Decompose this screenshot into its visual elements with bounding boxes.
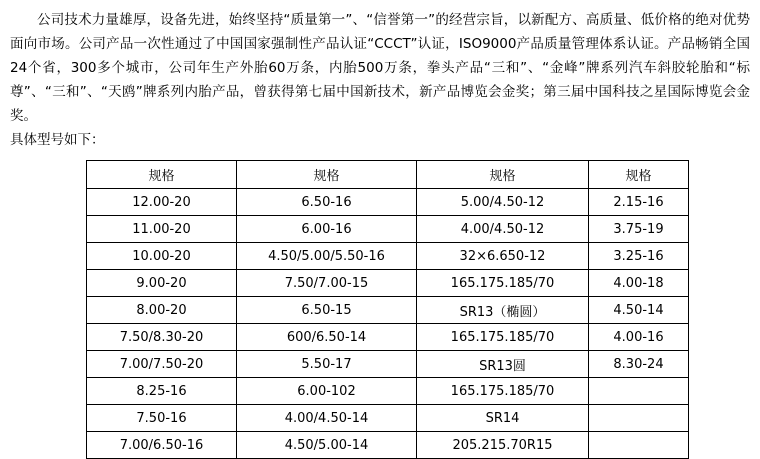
- spec-table-body: [87, 161, 689, 459]
- cell-spec-2: 6.50-16: [237, 189, 417, 216]
- cell-spec-4: 2.15-16: [589, 189, 689, 216]
- spec-list-label: 具体型号如下：: [10, 132, 105, 148]
- cell-spec-2: 7.50/7.00-15: [237, 270, 417, 297]
- cell-spec-4: 8.30-24: [589, 351, 689, 378]
- cell-spec-4: [589, 405, 689, 432]
- cell-spec-3: 165.175.185/70: [417, 270, 589, 297]
- table-row: [87, 351, 689, 378]
- table-row: [87, 405, 689, 432]
- cell-spec-4: 4.00-16: [589, 324, 689, 351]
- table-row: [87, 189, 689, 216]
- cell-spec-4: 4.50-14: [589, 297, 689, 324]
- cell-spec-2: 6.50-15: [237, 297, 417, 324]
- cell-spec-3: 4.00/4.50-12: [417, 216, 589, 243]
- cell-spec-2: 6.00-16: [237, 216, 417, 243]
- cell-spec-4: [589, 378, 689, 405]
- column-header-4: 规格: [589, 161, 689, 189]
- table-header-row: [87, 161, 689, 189]
- table-row: [87, 216, 689, 243]
- table-row: [87, 324, 689, 351]
- cell-spec-4: 3.25-16: [589, 243, 689, 270]
- cell-spec-1: 9.00-20: [87, 270, 237, 297]
- cell-spec-3: 205.215.70R15: [417, 432, 589, 459]
- table-row: [87, 270, 689, 297]
- cell-spec-2: 6.00-102: [237, 378, 417, 405]
- cell-spec-3: SR13圆: [417, 351, 589, 378]
- cell-spec-3: SR14: [417, 405, 589, 432]
- cell-spec-1: 11.00-20: [87, 216, 237, 243]
- table-row: [87, 297, 689, 324]
- cell-spec-3: 165.175.185/70: [417, 324, 589, 351]
- cell-spec-1: 7.00/6.50-16: [87, 432, 237, 459]
- column-header-1: 规格: [87, 161, 237, 189]
- table-row: [87, 378, 689, 405]
- spec-table: [86, 160, 689, 459]
- cell-spec-1: 7.50-16: [87, 405, 237, 432]
- cell-spec-3: 32×6.650-12: [417, 243, 589, 270]
- spec-table-wrapper: [10, 160, 750, 459]
- company-description-paragraph: 公司技术力量雄厚，设备先进，始终坚持“质量第一”、“信誉第一”的经营宗旨，以新配方、高质量、低价格的绝对优势面向市场。公司产品一次性通过了中国国家强制性产品认证“CCCT”认证，ISO9000产品质量管理体系认证。产品畅销全国24个省，300多个城市，公司年生产外胎60万条，内胎500万条，拳头产品“三和”、“金峰”牌系列汽车斜胶轮胎和“标尊”、“三和”、“天鸥”牌系列内胎产品，曾获得第七届中国新技术，新产品博览会金奖；第三届中国科技之星国际博览会金奖。: [10, 12, 750, 124]
- cell-spec-1: 7.00/7.50-20: [87, 351, 237, 378]
- cell-spec-2: 4.50/5.00-14: [237, 432, 417, 459]
- cell-spec-2: 4.50/5.00/5.50-16: [237, 243, 417, 270]
- cell-spec-4: 4.00-18: [589, 270, 689, 297]
- cell-spec-2: 5.50-17: [237, 351, 417, 378]
- cell-spec-4: [589, 432, 689, 459]
- cell-spec-1: 7.50/8.30-20: [87, 324, 237, 351]
- table-row: [87, 432, 689, 459]
- column-header-3: 规格: [417, 161, 589, 189]
- cell-spec-1: 12.00-20: [87, 189, 237, 216]
- table-row: [87, 243, 689, 270]
- cell-spec-2: 4.00/4.50-14: [237, 405, 417, 432]
- cell-spec-3: SR13（椭圆）: [417, 297, 589, 324]
- cell-spec-1: 8.25-16: [87, 378, 237, 405]
- cell-spec-3: 5.00/4.50-12: [417, 189, 589, 216]
- cell-spec-4: 3.75-19: [589, 216, 689, 243]
- column-header-2: 规格: [237, 161, 417, 189]
- cell-spec-1: 8.00-20: [87, 297, 237, 324]
- cell-spec-3: 165.175.185/70: [417, 378, 589, 405]
- cell-spec-2: 600/6.50-14: [237, 324, 417, 351]
- cell-spec-1: 10.00-20: [87, 243, 237, 270]
